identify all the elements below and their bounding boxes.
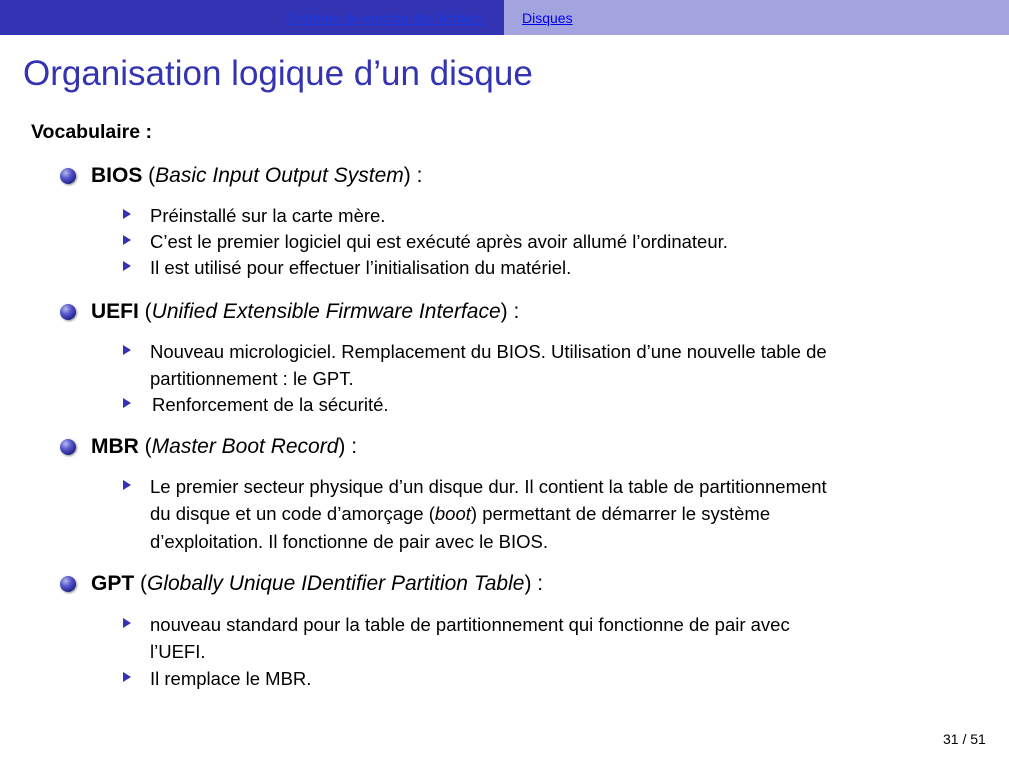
list-item: Nouveau micrologiciel. Remplacement du BIOS. Utilisation d’une nouvelle table de	[150, 341, 827, 362]
vocabulary-heading: Vocabulaire :	[31, 121, 153, 143]
term-expansion: Master Boot Record	[151, 435, 339, 458]
paren-open: (	[142, 164, 156, 187]
paren-close: ) :	[403, 164, 423, 187]
triangle-bullet-icon	[123, 480, 131, 490]
list-item: Le premier secteur physique d’un disque dur. Il contient la table de partitionnement	[150, 476, 827, 497]
term-label: MBR	[91, 435, 139, 458]
list-item: Il remplace le MBR.	[150, 668, 312, 689]
term-label: BIOS	[91, 164, 143, 187]
paren-close: ) :	[338, 435, 358, 458]
paren-close: ) :	[500, 300, 520, 323]
triangle-bullet-icon	[123, 261, 131, 271]
list-item-continuation: d’exploitation. Il fonctionne de pair avec le BIOS.	[150, 531, 548, 552]
text-segment-italic: boot	[434, 503, 471, 524]
slide-title: Organisation logique d’un disque	[23, 54, 533, 93]
term-expansion: Unified Extensible Firmware Interface	[151, 300, 501, 323]
list-item-continuation: partitionnement : le GPT.	[150, 368, 354, 389]
triangle-bullet-icon	[123, 209, 131, 219]
triangle-bullet-icon	[123, 345, 131, 355]
nav-link-disques[interactable]: Disques	[522, 9, 573, 26]
term-expansion: Globally Unique IDentifier Partition Table	[147, 572, 525, 595]
term-label: UEFI	[91, 300, 139, 323]
triangle-bullet-icon	[123, 235, 131, 245]
term-label: GPT	[91, 572, 135, 595]
text-segment: du disque et un code d’amorçage (	[150, 503, 435, 524]
term-expansion: Basic Input Output System	[155, 164, 404, 187]
ball-bullet-icon	[60, 576, 76, 592]
list-item: C’est le premier logiciel qui est exécuté après avoir allumé l’ordinateur.	[150, 231, 728, 252]
nav-link-systeme-fichiers[interactable]: Système de gestion des fichiers	[285, 9, 483, 26]
list-item: Renforcement de la sécurité.	[152, 394, 389, 415]
list-item: nouveau standard pour la table de partitionnement qui fonctionne de pair avec	[150, 614, 790, 635]
term-bios	[91, 164, 422, 188]
list-item: Préinstallé sur la carte mère.	[150, 205, 386, 226]
paren-open: (	[134, 572, 147, 595]
triangle-bullet-icon	[123, 398, 131, 408]
paren-open: (	[138, 435, 152, 458]
page-number: 31 / 51	[943, 731, 986, 747]
ball-bullet-icon	[60, 439, 76, 455]
triangle-bullet-icon	[123, 672, 131, 682]
list-item-continuation	[150, 500, 770, 527]
list-item-continuation: l’UEFI.	[150, 641, 206, 662]
nav-right-panel	[504, 0, 1009, 35]
nav-left-panel	[0, 0, 504, 35]
section-navigation-bar	[0, 0, 1009, 35]
list-item: Il est utilisé pour effectuer l’initialisation du matériel.	[150, 257, 572, 278]
term-mbr	[91, 435, 357, 459]
term-gpt	[91, 572, 543, 596]
ball-bullet-icon	[60, 168, 76, 184]
term-uefi	[91, 300, 519, 324]
text-segment: ) permettant de démarrer le système	[470, 503, 771, 524]
triangle-bullet-icon	[123, 618, 131, 628]
paren-open: (	[138, 300, 152, 323]
ball-bullet-icon	[60, 304, 76, 320]
paren-close: ) :	[524, 572, 544, 595]
